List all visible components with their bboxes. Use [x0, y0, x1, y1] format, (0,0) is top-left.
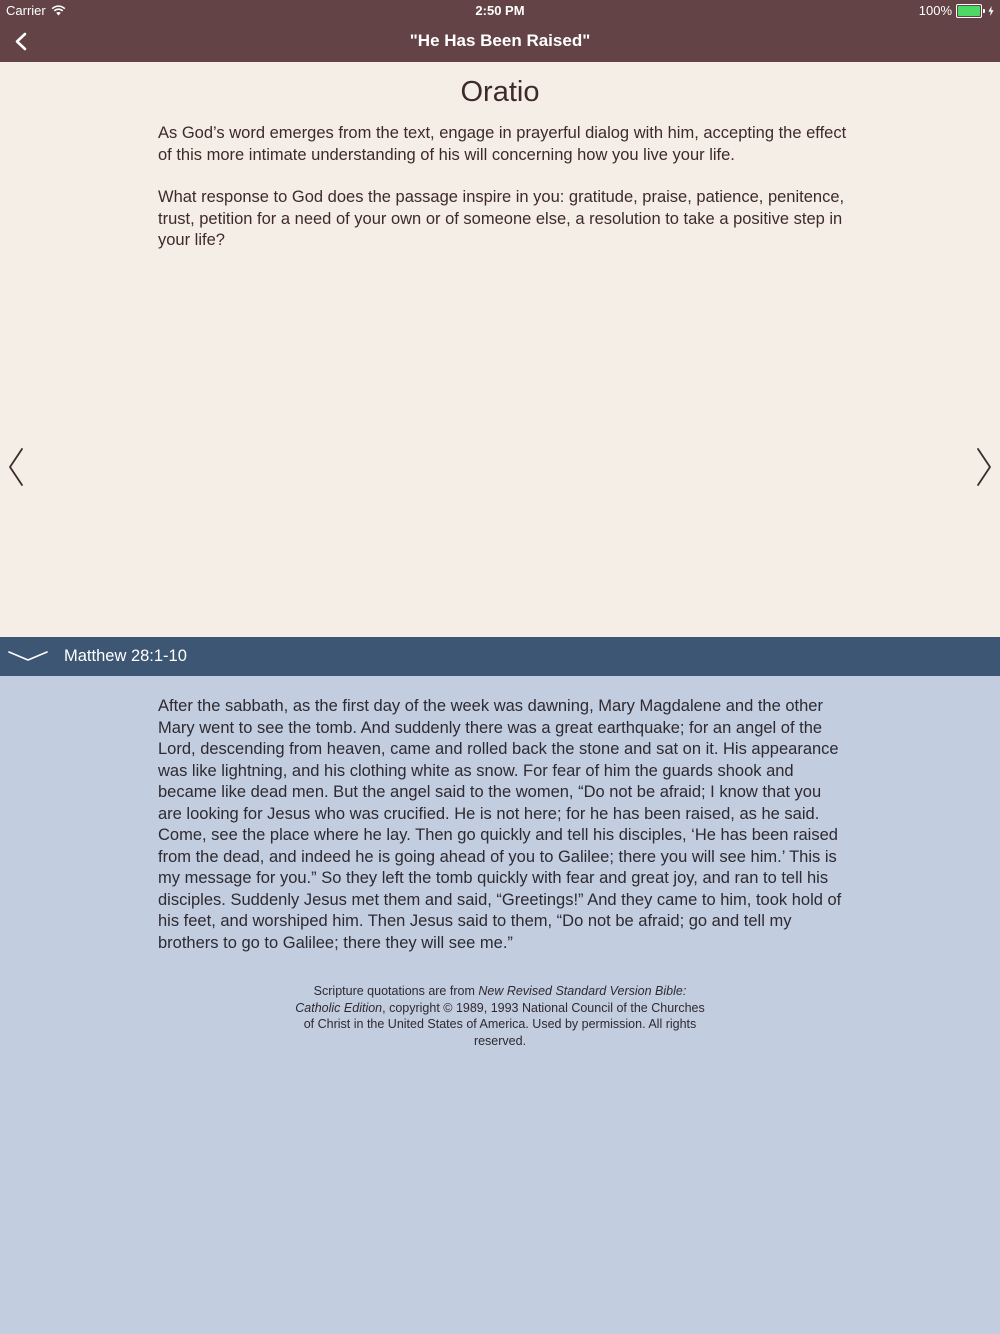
nav-title: "He Has Been Raised"	[409, 31, 591, 50]
chevron-left-icon	[8, 26, 38, 56]
reflection-panel	[0, 62, 1000, 637]
collapse-passage-button[interactable]	[8, 649, 48, 663]
chevron-down-icon	[8, 649, 48, 663]
clock: 2:50 PM	[475, 3, 525, 18]
scripture-panel	[0, 676, 1000, 1334]
battery-indicator	[919, 3, 994, 18]
copyright-prefix: Scripture quotations are from	[313, 984, 479, 998]
battery-fill	[958, 6, 980, 16]
copyright-title: New Revised Standard Version Bible: Catholic Edition	[295, 984, 687, 1015]
passage-reference: Matthew 28:1-10	[64, 647, 187, 665]
copyright-notice	[290, 983, 710, 1049]
chevron-right-icon	[972, 446, 994, 488]
section-title: Oratio	[460, 76, 540, 108]
passage-header[interactable]	[0, 637, 1000, 676]
section-body	[158, 123, 848, 273]
copyright-suffix: , copyright © 1989, 1993 National Council of the Churches of Christ in the United States of America. Used by permission. All rights reserved.	[303, 1000, 705, 1048]
battery-cap	[983, 9, 985, 13]
top-bar	[0, 0, 1000, 62]
charging-bolt-icon	[988, 6, 994, 16]
navigation-bar	[0, 20, 1000, 62]
status-bar	[0, 0, 1000, 20]
back-button[interactable]	[8, 26, 38, 56]
next-page-button[interactable]	[972, 446, 994, 488]
section-paragraph: As God’s word emerges from the text, engage in prayerful dialog with him, accepting the effect of this more intimate understanding of his will concerning how you live your life.	[158, 124, 847, 164]
battery-icon	[956, 4, 982, 18]
section-paragraph: What response to God does the passage inspire in you: gratitude, praise, patience, penitence, trust, petition for a need of your own or of someone else, a resolution to take a positive step in your life?	[158, 188, 845, 249]
scripture-text: After the sabbath, as the first day of the week was dawning, Mary Magdalene and the other Mary went to see the tomb. And suddenly there was a great earthquake; for an angel of the Lord, descending from heaven, came and rolled back the stone and sat on it. His appearance was like lightning, and his clothing white as snow. For fear of him the guards shook and became like dead men. But the angel said to the women, “Do not be afraid; I know that you are looking for Jesus who was crucified. He is not here; for he has been raised, as he said. Come, see the place where he lay. Then go quickly and tell his disciples, ‘He has been raised from the dead, and indeed he is going ahead of you to Galilee; there you will see him.’ This is my message for you.” So they left the tomb quickly with fear and great joy, and ran to tell his disciples. Suddenly Jesus met them and said, “Greetings!” And they came to him, took hold of his feet, and worshiped him. Then Jesus said to them, “Do not be afraid; go and tell my brothers to go to Galilee; there they will see me.”	[158, 697, 842, 952]
carrier-label: Carrier	[6, 3, 46, 18]
battery-percent: 100%	[918, 3, 952, 18]
previous-page-button[interactable]	[6, 446, 28, 488]
chevron-left-icon	[6, 446, 28, 488]
